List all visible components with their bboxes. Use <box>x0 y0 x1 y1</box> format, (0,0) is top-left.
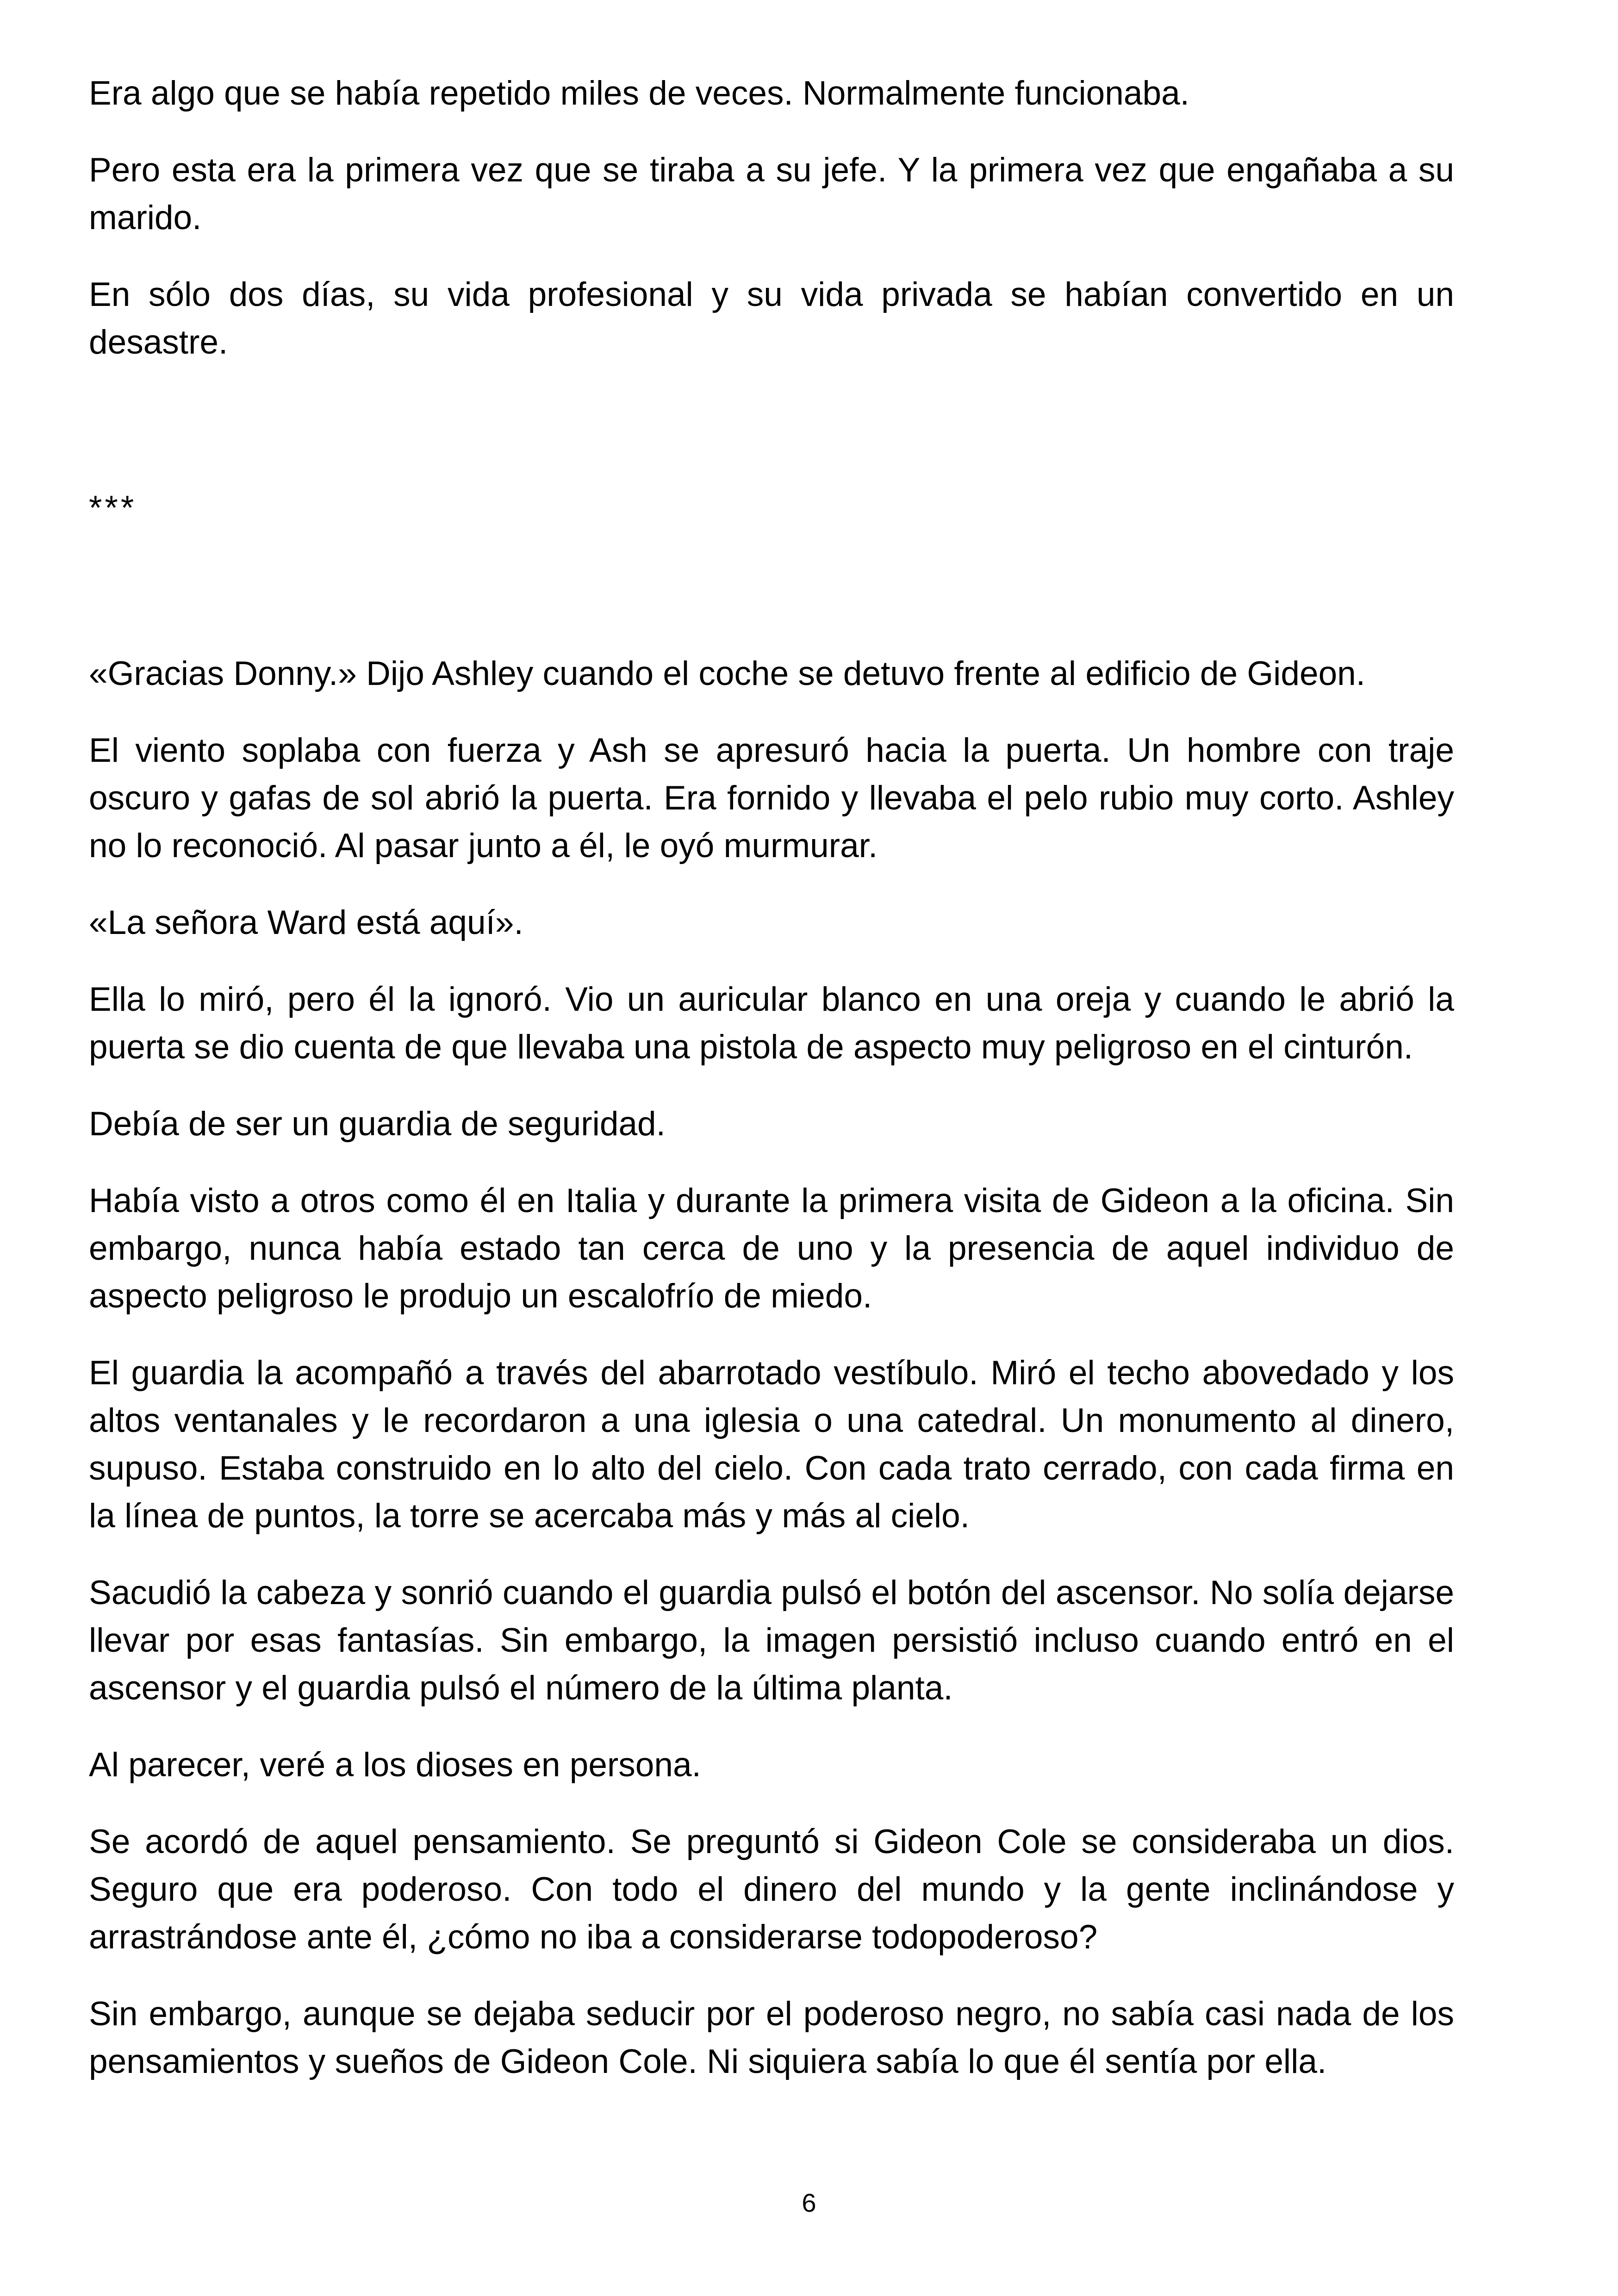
paragraph: «Gracias Donny.» Dijo Ashley cuando el coche se detuvo frente al edificio de Gideon. <box>89 655 1366 692</box>
body-text <box>89 69 1454 2115</box>
paragraph: Al parecer, veré a los dioses en persona. <box>89 1746 701 1784</box>
paragraph: Había visto a otros como él en Italia y durante la primera visita de Gideon a la oficina. Sin embargo, nunca había estado tan cerca de uno y la presencia de aquel individuo de aspecto peligroso le produjo un escalofrío de miedo. <box>89 1182 1454 1315</box>
paragraph: El guardia la acompañó a través del abarrotado vestíbulo. Miró el techo abovedado y los altos ventanales y le recordaron a una iglesia o una catedral. Un monumento al dinero, supuso. Estaba construido en lo alto del cielo. Con cada trato cerrado, con cada firma en la línea de puntos, la torre se acercaba más y más al cielo. <box>89 1354 1454 1535</box>
paragraph: Era algo que se había repetido miles de veces. Normalmente funcionaba. <box>89 75 1189 112</box>
paragraph: Debía de ser un guardia de seguridad. <box>89 1105 666 1143</box>
paragraph: Sacudió la cabeza y sonrió cuando el guardia pulsó el botón del ascensor. No solía dejarse llevar por esas fantasías. Sin embargo, la imagen persistió incluso cuando entró en el ascensor y el guardia pulsó el número de la última planta. <box>89 1574 1454 1707</box>
page-number: 6 <box>802 2188 816 2217</box>
paragraph: «La señora Ward está aquí». <box>89 904 523 941</box>
paragraph: Pero esta era la primera vez que se tiraba a su jefe. Y la primera vez que engañaba a su marido. <box>89 151 1454 236</box>
paragraph: Ella lo miró, pero él la ignoró. Vio un auricular blanco en una oreja y cuando le abrió la puerta se dio cuenta de que llevaba una pistola de aspecto muy peligroso en el cinturón. <box>89 981 1454 1066</box>
paragraph: El viento soplaba con fuerza y Ash se apresuró hacia la puerta. Un hombre con traje oscuro y gafas de sol abrió la puerta. Era fornido y llevaba el pelo rubio muy corto. Ashley no lo reconoció. Al pasar junto a él, le oyó murmurar. <box>89 732 1454 865</box>
paragraph: Se acordó de aquel pensamiento. Se preguntó si Gideon Cole se consideraba un dios. Seguro que era poderoso. Con todo el dinero del mundo y la gente inclinándose y arrastrándose ante él, ¿cómo no iba a considerarse todopoderoso? <box>89 1823 1454 1956</box>
scene-break-separator: *** <box>89 489 137 527</box>
paragraph: Sin embargo, aunque se dejaba seducir por el poderoso negro, no sabía casi nada de los pensamientos y sueños de Gideon Cole. Ni siquiera sabía lo que él sentía por ella. <box>89 1995 1454 2080</box>
paragraph: En sólo dos días, su vida profesional y su vida privada se habían convertido en un desastre. <box>89 276 1454 361</box>
